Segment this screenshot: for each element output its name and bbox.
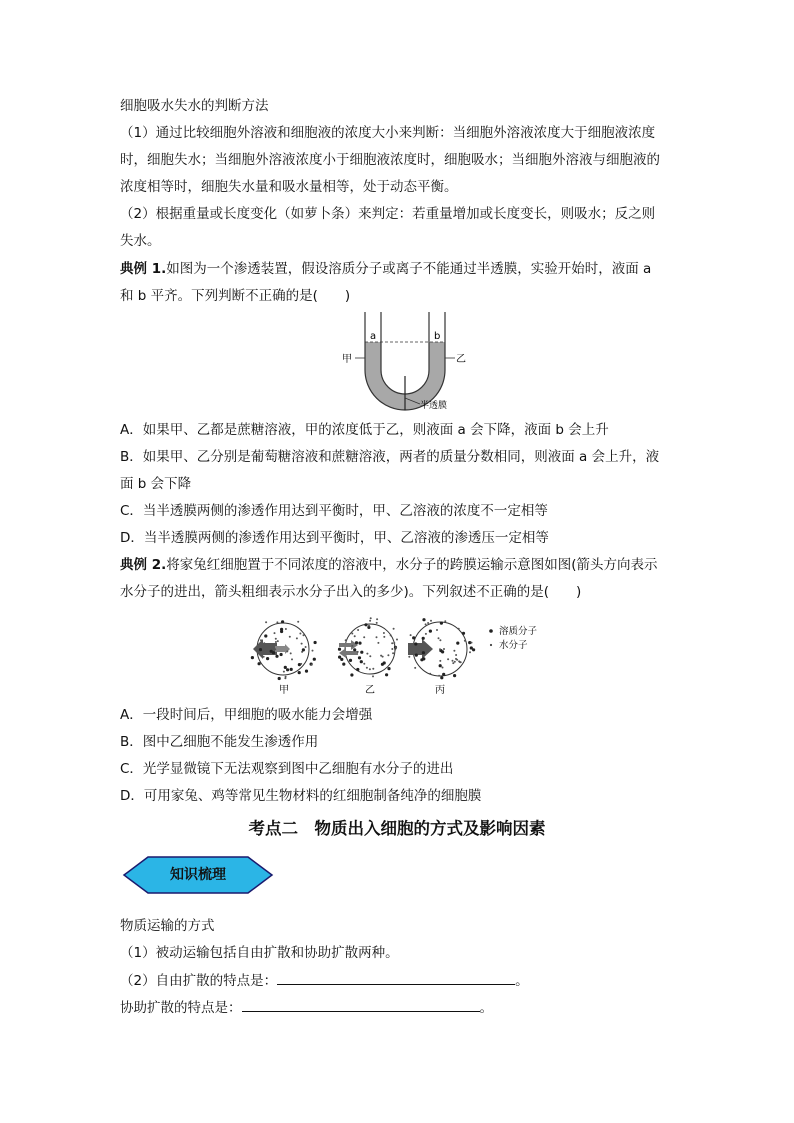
- water-molecule-dot: [285, 628, 287, 630]
- solute-molecule-dot: [456, 642, 459, 645]
- solute-molecule-dot: [412, 636, 415, 639]
- water-molecule-dot: [369, 655, 371, 657]
- water-molecule-dot: [274, 632, 276, 634]
- water-molecule-dot: [408, 656, 410, 658]
- transport-heading: 物质运输的方式: [120, 918, 215, 934]
- solute-molecule-dot: [387, 667, 390, 670]
- example2-option-d: D．可用家兔、鸡等常见生物材料的红细胞制备纯净的细胞膜: [120, 788, 482, 804]
- water-molecule-dot: [291, 658, 293, 660]
- water-molecule-dot: [351, 645, 353, 647]
- water-molecule-dot: [430, 620, 432, 622]
- solute-molecule-dot: [284, 666, 287, 669]
- water-molecule-dot: [390, 634, 392, 636]
- water-molecule-dot: [263, 656, 265, 658]
- solute-molecule-dot: [281, 620, 284, 623]
- example2-question-line2: 水分子的进出，箭头粗细表示水分子出入的多少)。下列叙述不正确的是( ): [120, 584, 582, 600]
- solute-molecule-dot: [422, 618, 425, 621]
- water-molecule-dot: [276, 621, 278, 623]
- cell-bing-label: 丙: [435, 685, 445, 696]
- solute-molecule-dot: [270, 650, 273, 653]
- water-molecule-dot: [395, 646, 397, 648]
- water-molecule-dot: [303, 634, 305, 636]
- solute-molecule-dot: [439, 664, 442, 667]
- intro-p1-line1: （1）通过比较细胞外溶液和细胞液的浓度大小来判断：当细胞外溶液浓度大于细胞液浓度: [120, 125, 656, 141]
- solute-molecule-dot: [429, 630, 432, 633]
- example2-option-b: B．图中乙细胞不能发生渗透作用: [120, 734, 319, 750]
- water-molecule-dot: [452, 660, 454, 662]
- water-molecule-dot: [444, 620, 446, 622]
- water-molecule-dot: [297, 621, 299, 623]
- water-molecule-dot: [427, 622, 429, 624]
- yi-label: 乙: [456, 354, 466, 365]
- level-a-label: a: [370, 331, 377, 342]
- water-molecule-dot: [464, 640, 466, 642]
- solute-molecule-dot: [305, 670, 308, 673]
- solute-molecule-dot: [358, 656, 361, 659]
- water-molecule-dot: [436, 629, 438, 631]
- solute-molecule-dot: [355, 641, 358, 644]
- intro-p2-line1: （2）根据重量或长度变化（如萝卜条）来判定：若重量增加或长度变长，则吸水；反之则: [120, 206, 656, 222]
- solute-molecule-dot: [385, 673, 388, 676]
- water-molecule-dot: [416, 648, 418, 650]
- water-molecule-dot: [311, 664, 313, 666]
- solute-molecule-dot: [350, 673, 353, 676]
- solute-molecule-dot: [358, 642, 361, 645]
- legend-water-dot: [490, 644, 492, 646]
- intro-p1-line2: 时，细胞失水；当细胞外溶液浓度小于细胞液浓度时，细胞吸水；当细胞外溶液与细胞液的: [120, 152, 660, 168]
- example1-option-b-line1: B．如果甲、乙分别是葡萄糖溶液和蔗糖溶液，两者的质量分数相同，则液面 a 会上升，液: [120, 449, 660, 465]
- cell-bing-water-arrow-in: [408, 639, 433, 659]
- solute-molecule-dot: [360, 651, 363, 654]
- water-molecule-dot: [357, 651, 359, 653]
- water-molecule-dot: [312, 650, 314, 652]
- solute-molecule-dot: [278, 677, 281, 680]
- solute-molecule-dot: [442, 673, 445, 676]
- legend-solute-dot: [489, 629, 493, 633]
- solute-molecule-dot: [381, 663, 384, 666]
- solute-molecule-dot: [342, 663, 345, 666]
- transport-line3-prefix: 协助扩散的特点是：: [120, 1000, 242, 1016]
- water-molecule-dot: [394, 649, 396, 651]
- solute-molecule-dot: [453, 674, 456, 677]
- water-molecule-dot: [396, 639, 398, 641]
- solute-molecule-dot: [472, 648, 475, 651]
- water-molecule-dot: [447, 658, 449, 660]
- water-molecule-dot: [296, 637, 298, 639]
- solute-molecule-dot: [440, 676, 443, 679]
- water-molecule-dot: [383, 632, 385, 634]
- solute-molecule-dot: [422, 637, 425, 640]
- water-molecule-dot: [456, 659, 458, 661]
- facilitated-diffusion-blank[interactable]: [242, 997, 480, 1012]
- water-molecule-dot: [455, 654, 457, 656]
- cell-jia-label: 甲: [279, 685, 289, 696]
- water-molecule-dot: [425, 623, 427, 625]
- solute-molecule-dot: [313, 658, 316, 661]
- water-molecule-dot: [363, 663, 365, 665]
- water-molecule-dot: [414, 667, 416, 669]
- water-molecule-dot: [425, 633, 427, 635]
- water-molecule-dot: [382, 656, 384, 658]
- solute-molecule-dot: [422, 651, 425, 654]
- intro-p1-line3: 浓度相等时，细胞失水量和吸水量相等，处于动态平衡。: [120, 179, 458, 195]
- legend-water-label: 水分子: [499, 640, 528, 651]
- solute-molecule-dot: [462, 632, 465, 635]
- solute-molecule-dot: [251, 656, 254, 659]
- osmosis-apparatus-figure: [340, 312, 480, 416]
- water-molecule-dot: [369, 620, 371, 622]
- example1-question-line1: [120, 259, 651, 279]
- water-molecule-dot: [354, 635, 356, 637]
- solute-molecule-dot: [415, 654, 418, 657]
- water-molecule-dot: [383, 636, 385, 638]
- solute-molecule-dot: [298, 671, 301, 674]
- solute-molecule-dot: [420, 658, 423, 661]
- water-molecule-dot: [391, 648, 393, 650]
- cell-yi-label: 乙: [365, 685, 375, 696]
- solute-molecule-dot: [314, 641, 317, 644]
- knowledge-badge: [122, 855, 274, 895]
- water-molecule-dot: [372, 668, 374, 670]
- water-molecule-dot: [265, 621, 267, 623]
- water-molecule-dot: [372, 675, 374, 677]
- example1-option-d: D．当半透膜两侧的渗透作用达到平衡时，甲、乙溶液的渗透压一定相等: [120, 530, 549, 546]
- water-molecule-dot: [452, 662, 454, 664]
- solute-molecule-dot: [290, 668, 293, 671]
- water-molecule-dot: [443, 648, 445, 650]
- water-molecule-dot: [429, 673, 431, 675]
- water-molecule-dot: [458, 628, 460, 630]
- solute-molecule-dot: [360, 660, 363, 663]
- water-molecule-dot: [289, 636, 291, 638]
- example1-option-a: A．如果甲、乙都是蔗糖溶液，甲的浓度低于乙，则液面 a 会下降，液面 b 会上升: [120, 422, 609, 438]
- example1-question-text: 如图为一个渗透装置，假设溶质分子或离子不能通过半透膜，实验开始时，液面 a: [166, 261, 652, 277]
- water-molecule-dot: [469, 651, 471, 653]
- water-molecule-dot: [459, 661, 461, 663]
- solute-molecule-dot: [286, 668, 289, 671]
- example2-question-line1: [120, 555, 658, 575]
- water-molecule-dot: [387, 654, 389, 656]
- water-molecule-dot: [376, 636, 378, 638]
- solute-molecule-dot: [364, 623, 367, 626]
- water-molecule-dot: [439, 648, 441, 650]
- solute-molecule-dot: [441, 650, 444, 653]
- cell-yi: [339, 624, 395, 674]
- transport-line1: （1）被动运输包括自由扩散和协助扩散两种。: [120, 945, 399, 961]
- water-molecule-dot: [275, 638, 277, 640]
- water-molecule-dot: [299, 633, 301, 635]
- water-molecule-dot: [377, 642, 379, 644]
- solute-molecule-dot: [356, 668, 359, 671]
- cells-diagram: [245, 613, 565, 699]
- water-molecule-dot: [471, 642, 473, 644]
- water-molecule-dot: [393, 628, 395, 630]
- example1-question-line2: 和 b 平齐。下列判断不正确的是( ): [120, 288, 351, 304]
- section-title: 考点二 物质出入细胞的方式及影响因素: [248, 819, 546, 838]
- solute-molecule-dot: [275, 655, 278, 658]
- cell-jia-water-arrow-in: [275, 644, 290, 654]
- water-molecule-dot: [393, 642, 395, 644]
- solute-molecule-dot: [264, 634, 267, 637]
- water-molecule-dot: [376, 622, 378, 624]
- water-molecule-dot: [369, 668, 371, 670]
- water-molecule-dot: [366, 667, 368, 669]
- water-molecule-dot: [410, 634, 412, 636]
- water-molecule-dot: [442, 667, 444, 669]
- water-molecule-dot: [277, 640, 279, 642]
- transport-line3: [120, 997, 493, 1018]
- example1-option-b-line2: 面 b 会下降: [120, 476, 192, 492]
- water-molecule-dot: [257, 650, 259, 652]
- water-molecule-dot: [351, 633, 353, 635]
- water-molecule-dot: [275, 641, 277, 643]
- water-molecule-dot: [392, 652, 394, 654]
- cell-yi-membrane: [345, 624, 395, 674]
- example2-question-text: 将家兔红细胞置于不同浓度的溶液中，水分子的跨膜运输示意图如图(箭头方向表示: [166, 557, 658, 573]
- solute-molecule-dot: [340, 658, 343, 661]
- water-molecule-dot: [301, 643, 303, 645]
- jia-label: 甲: [342, 354, 352, 365]
- transport-line2-prefix: （2）自由扩散的特点是：: [120, 973, 278, 989]
- free-diffusion-blank[interactable]: [277, 970, 515, 985]
- water-molecule-dot: [368, 625, 370, 627]
- solute-molecule-dot: [258, 662, 261, 665]
- water-molecule-dot: [438, 675, 440, 677]
- example2-label: 典例 2.: [120, 557, 167, 573]
- water-molecule-dot: [391, 642, 393, 644]
- transport-line2-end: 。: [515, 973, 529, 989]
- example2-option-c: C．光学显微镜下无法观察到图中乙细胞有水分子的进出: [120, 761, 454, 777]
- badge-label: 知识梳理: [170, 867, 226, 883]
- solute-molecule-dot: [280, 628, 283, 631]
- cell-jia-water-arrow-out: [253, 639, 277, 659]
- red-cells-figure: [245, 613, 565, 703]
- solute-molecule-dot: [353, 648, 356, 651]
- water-molecule-dot: [263, 642, 265, 644]
- water-molecule-dot: [357, 629, 359, 631]
- water-molecule-dot: [286, 650, 288, 652]
- intro-p2-line2: 失水。: [120, 233, 161, 249]
- solute-molecule-dot: [338, 648, 341, 651]
- solute-molecule-dot: [266, 657, 269, 660]
- water-molecule-dot: [439, 639, 441, 641]
- water-molecule-dot: [454, 661, 456, 663]
- water-molecule-dot: [261, 655, 263, 657]
- solute-molecule-dot: [302, 648, 305, 651]
- water-molecule-dot: [439, 660, 441, 662]
- solute-molecule-dot: [280, 653, 283, 656]
- water-molecule-dot: [453, 650, 455, 652]
- example1-option-c: C．当半透膜两侧的渗透作用达到平衡时，甲、乙溶液的浓度不一定相等: [120, 503, 548, 519]
- water-molecule-dot: [260, 639, 262, 641]
- water-molecule-dot: [345, 639, 347, 641]
- water-molecule-dot: [300, 663, 302, 665]
- water-molecule-dot: [283, 671, 285, 673]
- water-molecule-dot: [438, 637, 440, 639]
- transport-line2: [120, 970, 529, 991]
- solute-molecule-dot: [259, 648, 262, 651]
- intro-heading: 细胞吸水失水的判断方法: [120, 98, 269, 114]
- water-molecule-dot: [370, 617, 372, 619]
- u-tube-diagram: [340, 312, 480, 412]
- level-b-label: b: [434, 331, 441, 342]
- solute-molecule-dot: [414, 642, 417, 645]
- water-molecule-dot: [273, 649, 275, 651]
- solute-molecule-dot: [349, 659, 352, 662]
- water-molecule-dot: [363, 636, 365, 638]
- water-molecule-dot: [376, 618, 378, 620]
- water-molecule-dot: [305, 646, 307, 648]
- water-molecule-dot: [284, 677, 286, 679]
- example2-option-a: A．一段时间后，甲细胞的吸水能力会增强: [120, 707, 373, 723]
- water-molecule-dot: [290, 652, 292, 654]
- membrane-label: 半透膜: [420, 401, 448, 411]
- water-molecule-dot: [366, 653, 368, 655]
- solute-molecule-dot: [440, 622, 443, 625]
- transport-line3-end: 。: [479, 1000, 493, 1016]
- example1-label: 典例 1.: [120, 261, 167, 277]
- legend-solute-label: 溶质分子: [499, 626, 538, 637]
